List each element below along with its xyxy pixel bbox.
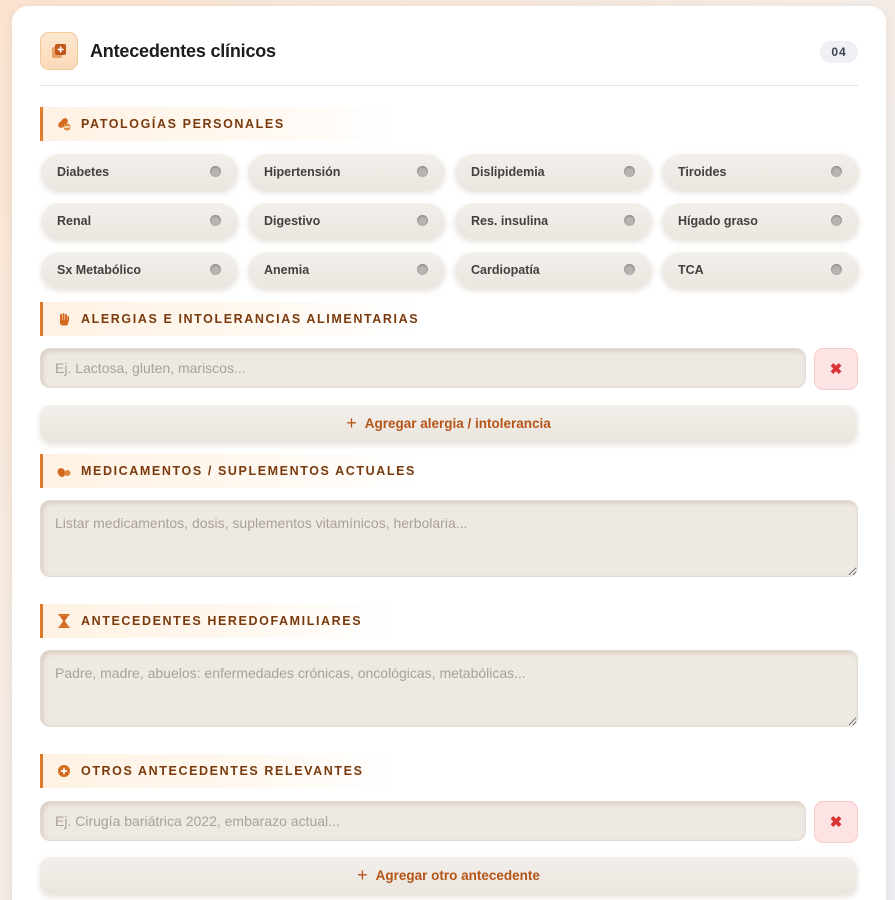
pathology-toggle[interactable] (662, 153, 859, 190)
toggle-indicator-icon (210, 166, 221, 177)
pathology-label: Res. insulina (471, 213, 549, 228)
close-icon: ✖ (829, 814, 843, 831)
section-title: ALERGIAS E INTOLERANCIAS ALIMENTARIAS (81, 312, 420, 326)
toggle-indicator-icon (624, 264, 635, 275)
section-medications (40, 454, 420, 488)
page-title: Antecedentes clínicos (90, 41, 276, 61)
toggle-indicator-icon (831, 166, 842, 177)
pathology-label: Digestivo (264, 213, 321, 228)
pathology-toggle[interactable] (248, 202, 445, 239)
pathology-toggle[interactable] (41, 202, 238, 239)
section-title: OTROS ANTECEDENTES RELEVANTES (81, 764, 364, 778)
hourglass-icon (57, 614, 71, 628)
add-allergy-button[interactable] (40, 404, 857, 442)
remove-allergy-button[interactable] (814, 348, 858, 390)
pathology-toggle[interactable] (41, 251, 238, 288)
pathology-label: TCA (678, 262, 704, 277)
capsule-icon (57, 464, 71, 478)
pathology-toggle[interactable] (248, 251, 445, 288)
add-other-history-label: Agregar otro antecedente (375, 867, 540, 883)
pills-icon (57, 117, 71, 131)
toggle-indicator-icon (624, 215, 635, 226)
pathology-toggle[interactable] (41, 153, 238, 190)
pathology-label: Renal (57, 213, 92, 228)
pathology-label: Hígado graso (678, 213, 758, 228)
pathology-toggle[interactable] (662, 202, 859, 239)
allergy-input[interactable] (40, 348, 806, 388)
toggle-indicator-icon (210, 215, 221, 226)
section-family-history (40, 604, 400, 638)
toggle-indicator-icon (417, 215, 428, 226)
medications-textarea[interactable] (40, 500, 858, 577)
other-history-input[interactable] (40, 801, 806, 841)
section-allergies (40, 302, 420, 336)
pathology-label: Anemia (264, 262, 310, 277)
section-personal-pathologies (40, 107, 400, 141)
add-other-history-button[interactable] (40, 856, 857, 894)
toggle-indicator-icon (417, 264, 428, 275)
pathology-label: Cardiopatía (471, 262, 540, 277)
pathology-toggle[interactable] (455, 251, 652, 288)
section-other-history (40, 754, 400, 788)
pathology-toggle[interactable] (248, 153, 445, 190)
toggle-indicator-icon (210, 264, 221, 275)
add-allergy-label: Agregar alergia / intolerancia (364, 415, 551, 431)
pathology-label: Dislipidemia (471, 164, 545, 179)
toggle-indicator-icon (417, 166, 428, 177)
plus-icon: + (346, 413, 357, 433)
pathology-label: Diabetes (57, 164, 110, 179)
card-header (40, 32, 858, 86)
pathology-toggle[interactable] (455, 153, 652, 190)
section-number-badge: 04 (820, 41, 858, 63)
pathology-toggle[interactable] (455, 202, 652, 239)
toggle-indicator-icon (831, 215, 842, 226)
pathology-label: Hipertensión (264, 164, 341, 179)
pathology-toggle[interactable] (662, 251, 859, 288)
family-history-textarea[interactable] (40, 650, 858, 727)
remove-other-history-button[interactable] (814, 801, 858, 843)
plus-icon: + (357, 865, 368, 885)
plus-circle-icon (57, 764, 71, 778)
hand-icon (57, 312, 71, 326)
section-title: MEDICAMENTOS / SUPLEMENTOS ACTUALES (81, 464, 416, 478)
section-title: ANTECEDENTES HEREDOFAMILIARES (81, 614, 363, 628)
close-icon: ✖ (829, 361, 843, 378)
clinical-history-card (12, 6, 886, 900)
section-title: PATOLOGÍAS PERSONALES (81, 117, 285, 131)
pathology-label: Tiroides (678, 164, 727, 179)
medical-plus-icon (40, 32, 78, 70)
toggle-indicator-icon (831, 264, 842, 275)
pathology-label: Sx Metabólico (57, 262, 142, 277)
toggle-indicator-icon (624, 166, 635, 177)
